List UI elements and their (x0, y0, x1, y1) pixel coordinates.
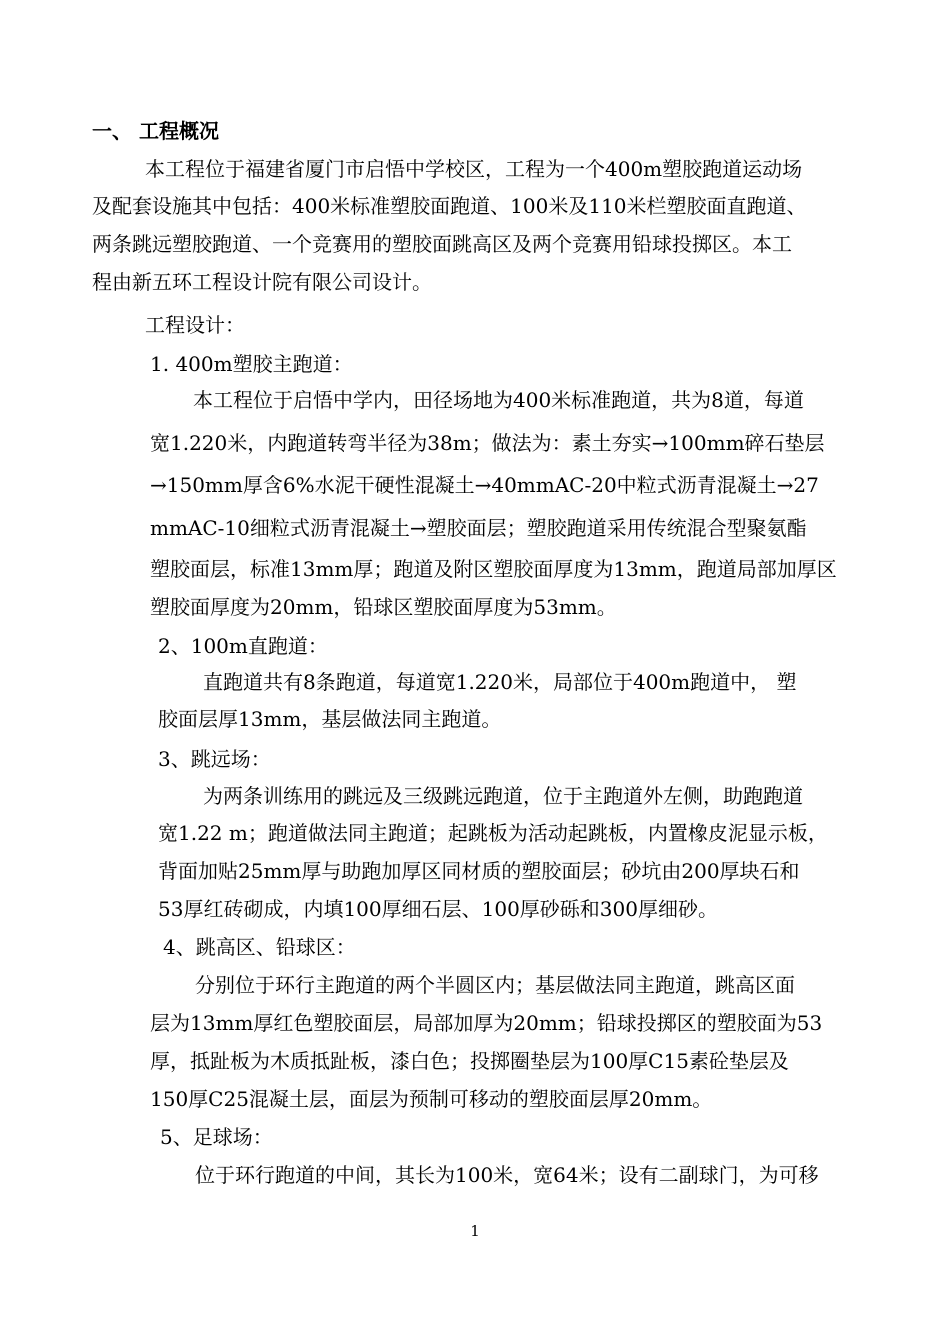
paragraph-line: 塑胶面厚度为20mm，铅球区塑胶面厚度为53mm。 (150, 595, 617, 619)
paragraph-line: 位于环行跑道的中间，其长为100米，宽64米；设有二副球门，为可移 (195, 1163, 819, 1187)
paragraph-line: 宽1.22 m；跑道做法同主跑道；起跳板为活动起跳板，内置橡皮泥显示板， (158, 821, 828, 845)
paragraph-line: 厚，抵趾板为木质抵趾板，漆白色；投掷圈垫层为100厚C15素砼垫层及 (150, 1049, 789, 1073)
paragraph-line: 为两条训练用的跳远及三级跳远跑道，位于主跑道外左侧，助跑跑道 (203, 784, 803, 808)
paragraph-line: 背面加贴25mm厚与助跑加厚区同材质的塑胶面层；砂坑由200厚块石和 (158, 859, 800, 883)
subsection-title: 3、跳远场： (158, 747, 271, 771)
paragraph-line: 本工程位于启悟中学内，田径场地为400米标准跑道，共为8道，每道 (193, 388, 804, 412)
paragraph-line: 53厚红砖砌成，内填100厚细石层、100厚砂砾和300厚细砂。 (158, 897, 718, 921)
intro-line: 两条跳远塑胶跑道、一个竞赛用的塑胶面跳高区及两个竞赛用铅球投掷区。本工 (92, 232, 792, 256)
subsection-title: 1. 400m塑胶主跑道： (150, 352, 353, 376)
paragraph-line: 直跑道共有8条跑道，每道宽1.220米，局部位于400m跑道中， 塑 (203, 670, 797, 694)
paragraph-line: 分别位于环行主跑道的两个半圆区内；基层做法同主跑道，跳高区面 (195, 973, 795, 997)
section-heading: 一、 工程概况 (92, 119, 219, 143)
paragraph-line: 150厚C25混凝土层，面层为预制可移动的塑胶面层厚20mm。 (150, 1087, 713, 1111)
paragraph-line: 塑胶面层，标准13mm厚；跑道及附区塑胶面厚度为13mm，跑道局部加厚区 (150, 557, 837, 581)
intro-line: 本工程位于福建省厦门市启悟中学校区，工程为一个400m塑胶跑道运动场 (145, 157, 803, 181)
paragraph-line: 宽1.220米，内跑道转弯半径为38m；做法为：素土夯实→100mm碎石垫层 (150, 431, 825, 455)
subsection-title: 2、100m直跑道： (158, 634, 328, 658)
paragraph-line: 胶面层厚13mm，基层做法同主跑道。 (158, 707, 502, 731)
design-label: 工程设计： (145, 313, 245, 337)
intro-line: 程由新五环工程设计院有限公司设计。 (92, 270, 432, 294)
paragraph-line: mmAC-10细粒式沥青混凝土→塑胶面层；塑胶跑道采用传统混合型聚氨酯 (150, 516, 807, 540)
page-number: 1 (470, 1222, 480, 1240)
intro-line: 及配套设施其中包括：400米标准塑胶面跑道、100米及110米栏塑胶面直跑道、 (92, 194, 807, 218)
paragraph-line: →150mm厚含6%水泥干硬性混凝土→40mmAC-20中粒式沥青混凝土→27 (150, 473, 819, 497)
paragraph-line: 层为13mm厚红色塑胶面层，局部加厚为20mm；铅球投掷区的塑胶面为53 (150, 1011, 823, 1035)
subsection-title: 4、跳高区、铅球区： (163, 935, 356, 959)
subsection-title: 5、足球场： (160, 1125, 273, 1149)
